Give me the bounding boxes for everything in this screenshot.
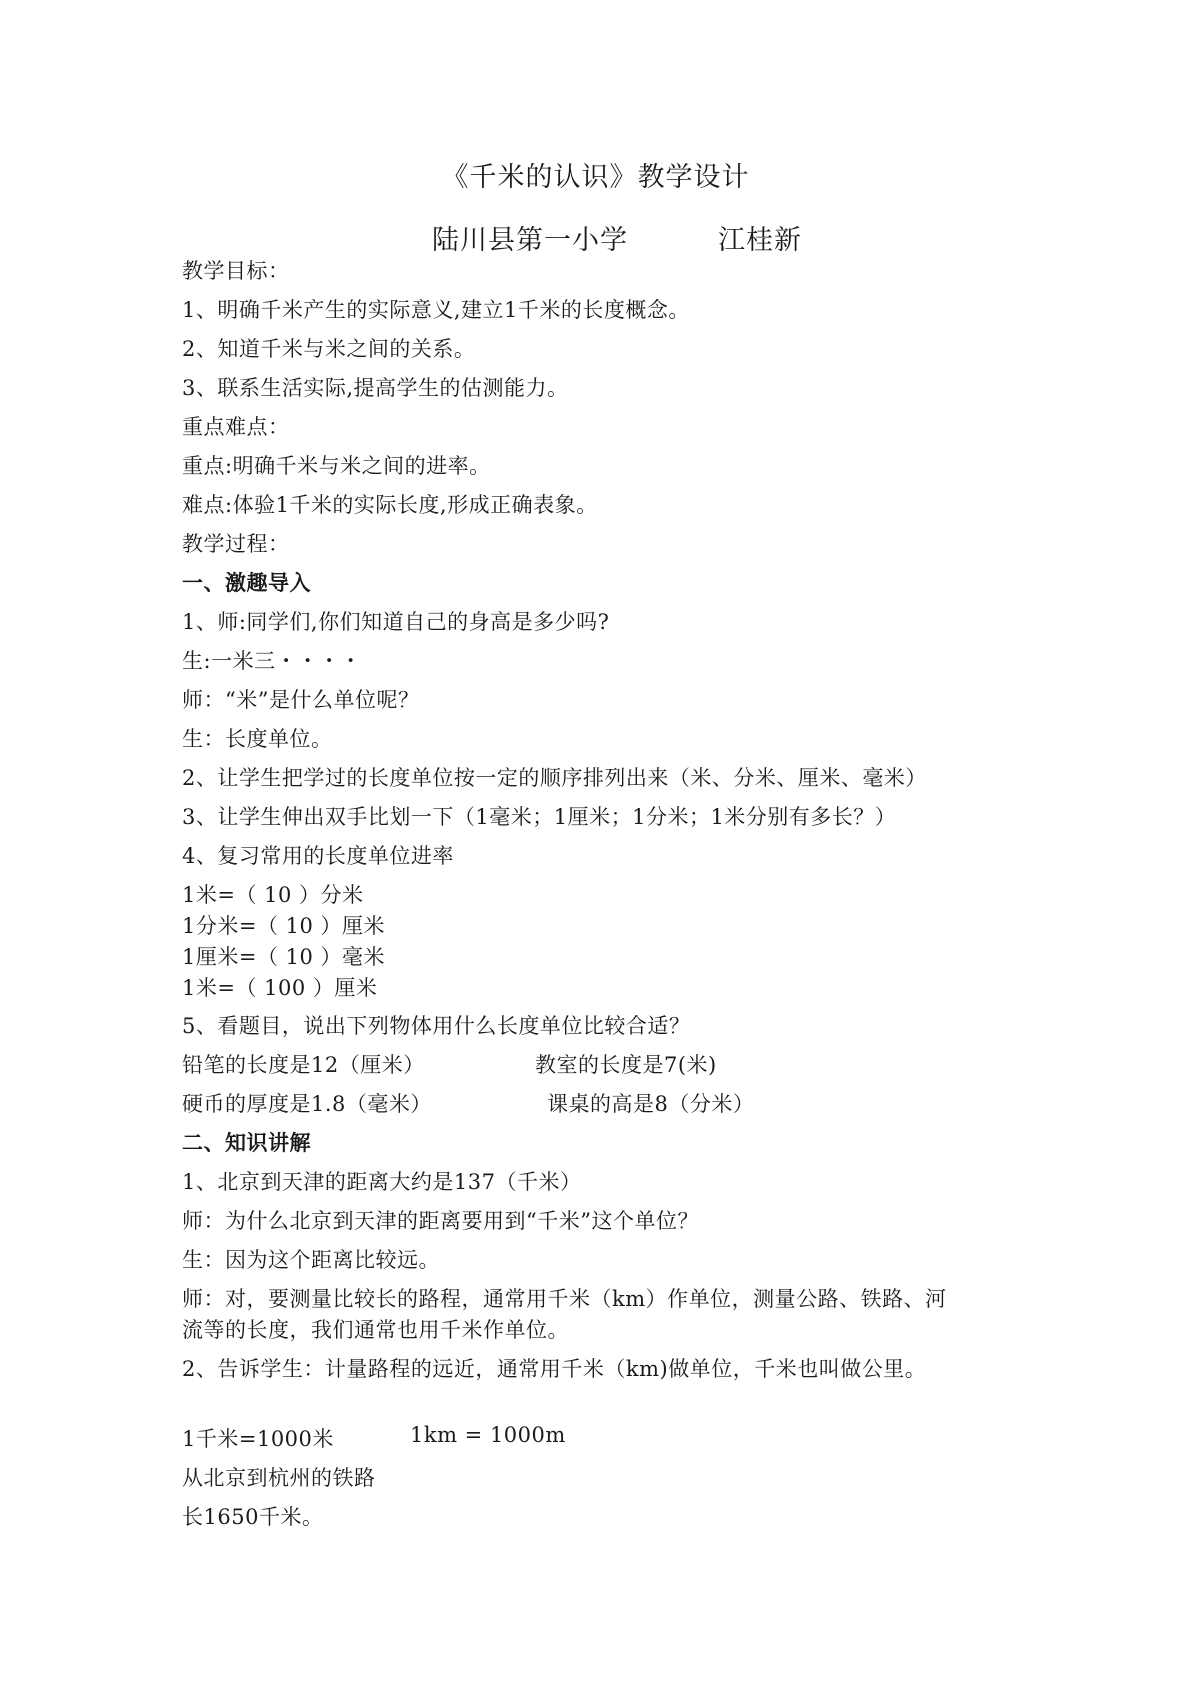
- school-name: 陆川县第一小学: [432, 225, 628, 256]
- example-desk: 课桌的高是8（分米）: [547, 1092, 755, 1116]
- goal-2: 2、知道千米与米之间的关系。: [182, 337, 476, 361]
- step-5: 5、看题目，说出下列物体用什么长度单位比较合适？: [182, 1014, 691, 1038]
- knowledge-5: 2、告诉学生：计量路程的远近，通常用千米（km)做单位，千米也叫做公里。: [182, 1357, 927, 1381]
- section-key-points: 重点难点：: [182, 415, 290, 439]
- example-pencil: 铅笔的长度是12（厘米）: [182, 1053, 425, 1077]
- section-process: 教学过程：: [182, 532, 290, 556]
- dialogue-2: 生:一米三・・・・: [182, 649, 362, 673]
- knowledge-3: 生：因为这个距离比较远。: [182, 1248, 440, 1272]
- document-title: 《千米的认识》教学设计: [441, 162, 750, 193]
- author-name: 江桂新: [718, 225, 802, 256]
- section-teaching-goals: 教学目标：: [182, 259, 290, 283]
- heading-intro: 一、激趣导入: [182, 571, 311, 595]
- formula-abbrev: 1km = 1000m: [410, 1423, 566, 1447]
- dialogue-4: 生：长度单位。: [182, 727, 333, 751]
- step-3: 3、让学生伸出双手比划一下（1毫米；1厘米；1分米；1米分别有多长？）: [182, 805, 897, 829]
- goal-3: 3、联系生活实际,提高学生的估测能力。: [182, 376, 569, 400]
- key-point: 重点:明确千米与米之间的进率。: [182, 454, 491, 478]
- formula-chinese: 1千米=1000米: [182, 1427, 334, 1451]
- conversion-2: 1分米=（ 10 ）厘米: [182, 914, 386, 938]
- heading-knowledge: 二、知识讲解: [182, 1131, 311, 1155]
- conversion-4: 1米=（ 100 ）厘米: [182, 976, 378, 1000]
- railway-line-2: 长1650千米。: [182, 1505, 324, 1529]
- step-4: 4、复习常用的长度单位进率: [182, 844, 454, 868]
- knowledge-4b: 流等的长度，我们通常也用千米作单位。: [182, 1318, 569, 1342]
- step-2: 2、让学生把学过的长度单位按一定的顺序排列出来（米、分米、厘米、毫米）: [182, 766, 927, 790]
- goal-1: 1、明确千米产生的实际意义,建立1千米的长度概念。: [182, 298, 690, 322]
- dialogue-1: 1、师:同学们,你们知道自己的身高是多少吗?: [182, 610, 610, 634]
- example-classroom: 教室的长度是7(米): [535, 1053, 717, 1077]
- knowledge-1: 1、北京到天津的距离大约是137（千米）: [182, 1170, 582, 1194]
- conversion-1: 1米=（ 10 ）分米: [182, 883, 364, 907]
- difficult-point: 难点:体验1千米的实际长度,形成正确表象。: [182, 493, 598, 517]
- railway-line-1: 从北京到杭州的铁路: [182, 1466, 376, 1490]
- dialogue-3: 师：“米”是什么单位呢？: [182, 688, 420, 712]
- example-coin: 硬币的厚度是1.8（毫米）: [182, 1092, 432, 1116]
- conversion-3: 1厘米=（ 10 ）毫米: [182, 945, 386, 969]
- knowledge-2: 师：为什么北京到天津的距离要用到“千米”这个单位？: [182, 1209, 699, 1233]
- knowledge-4a: 师：对，要测量比较长的路程，通常用千米（km）作单位，测量公路、铁路、河: [182, 1287, 947, 1311]
